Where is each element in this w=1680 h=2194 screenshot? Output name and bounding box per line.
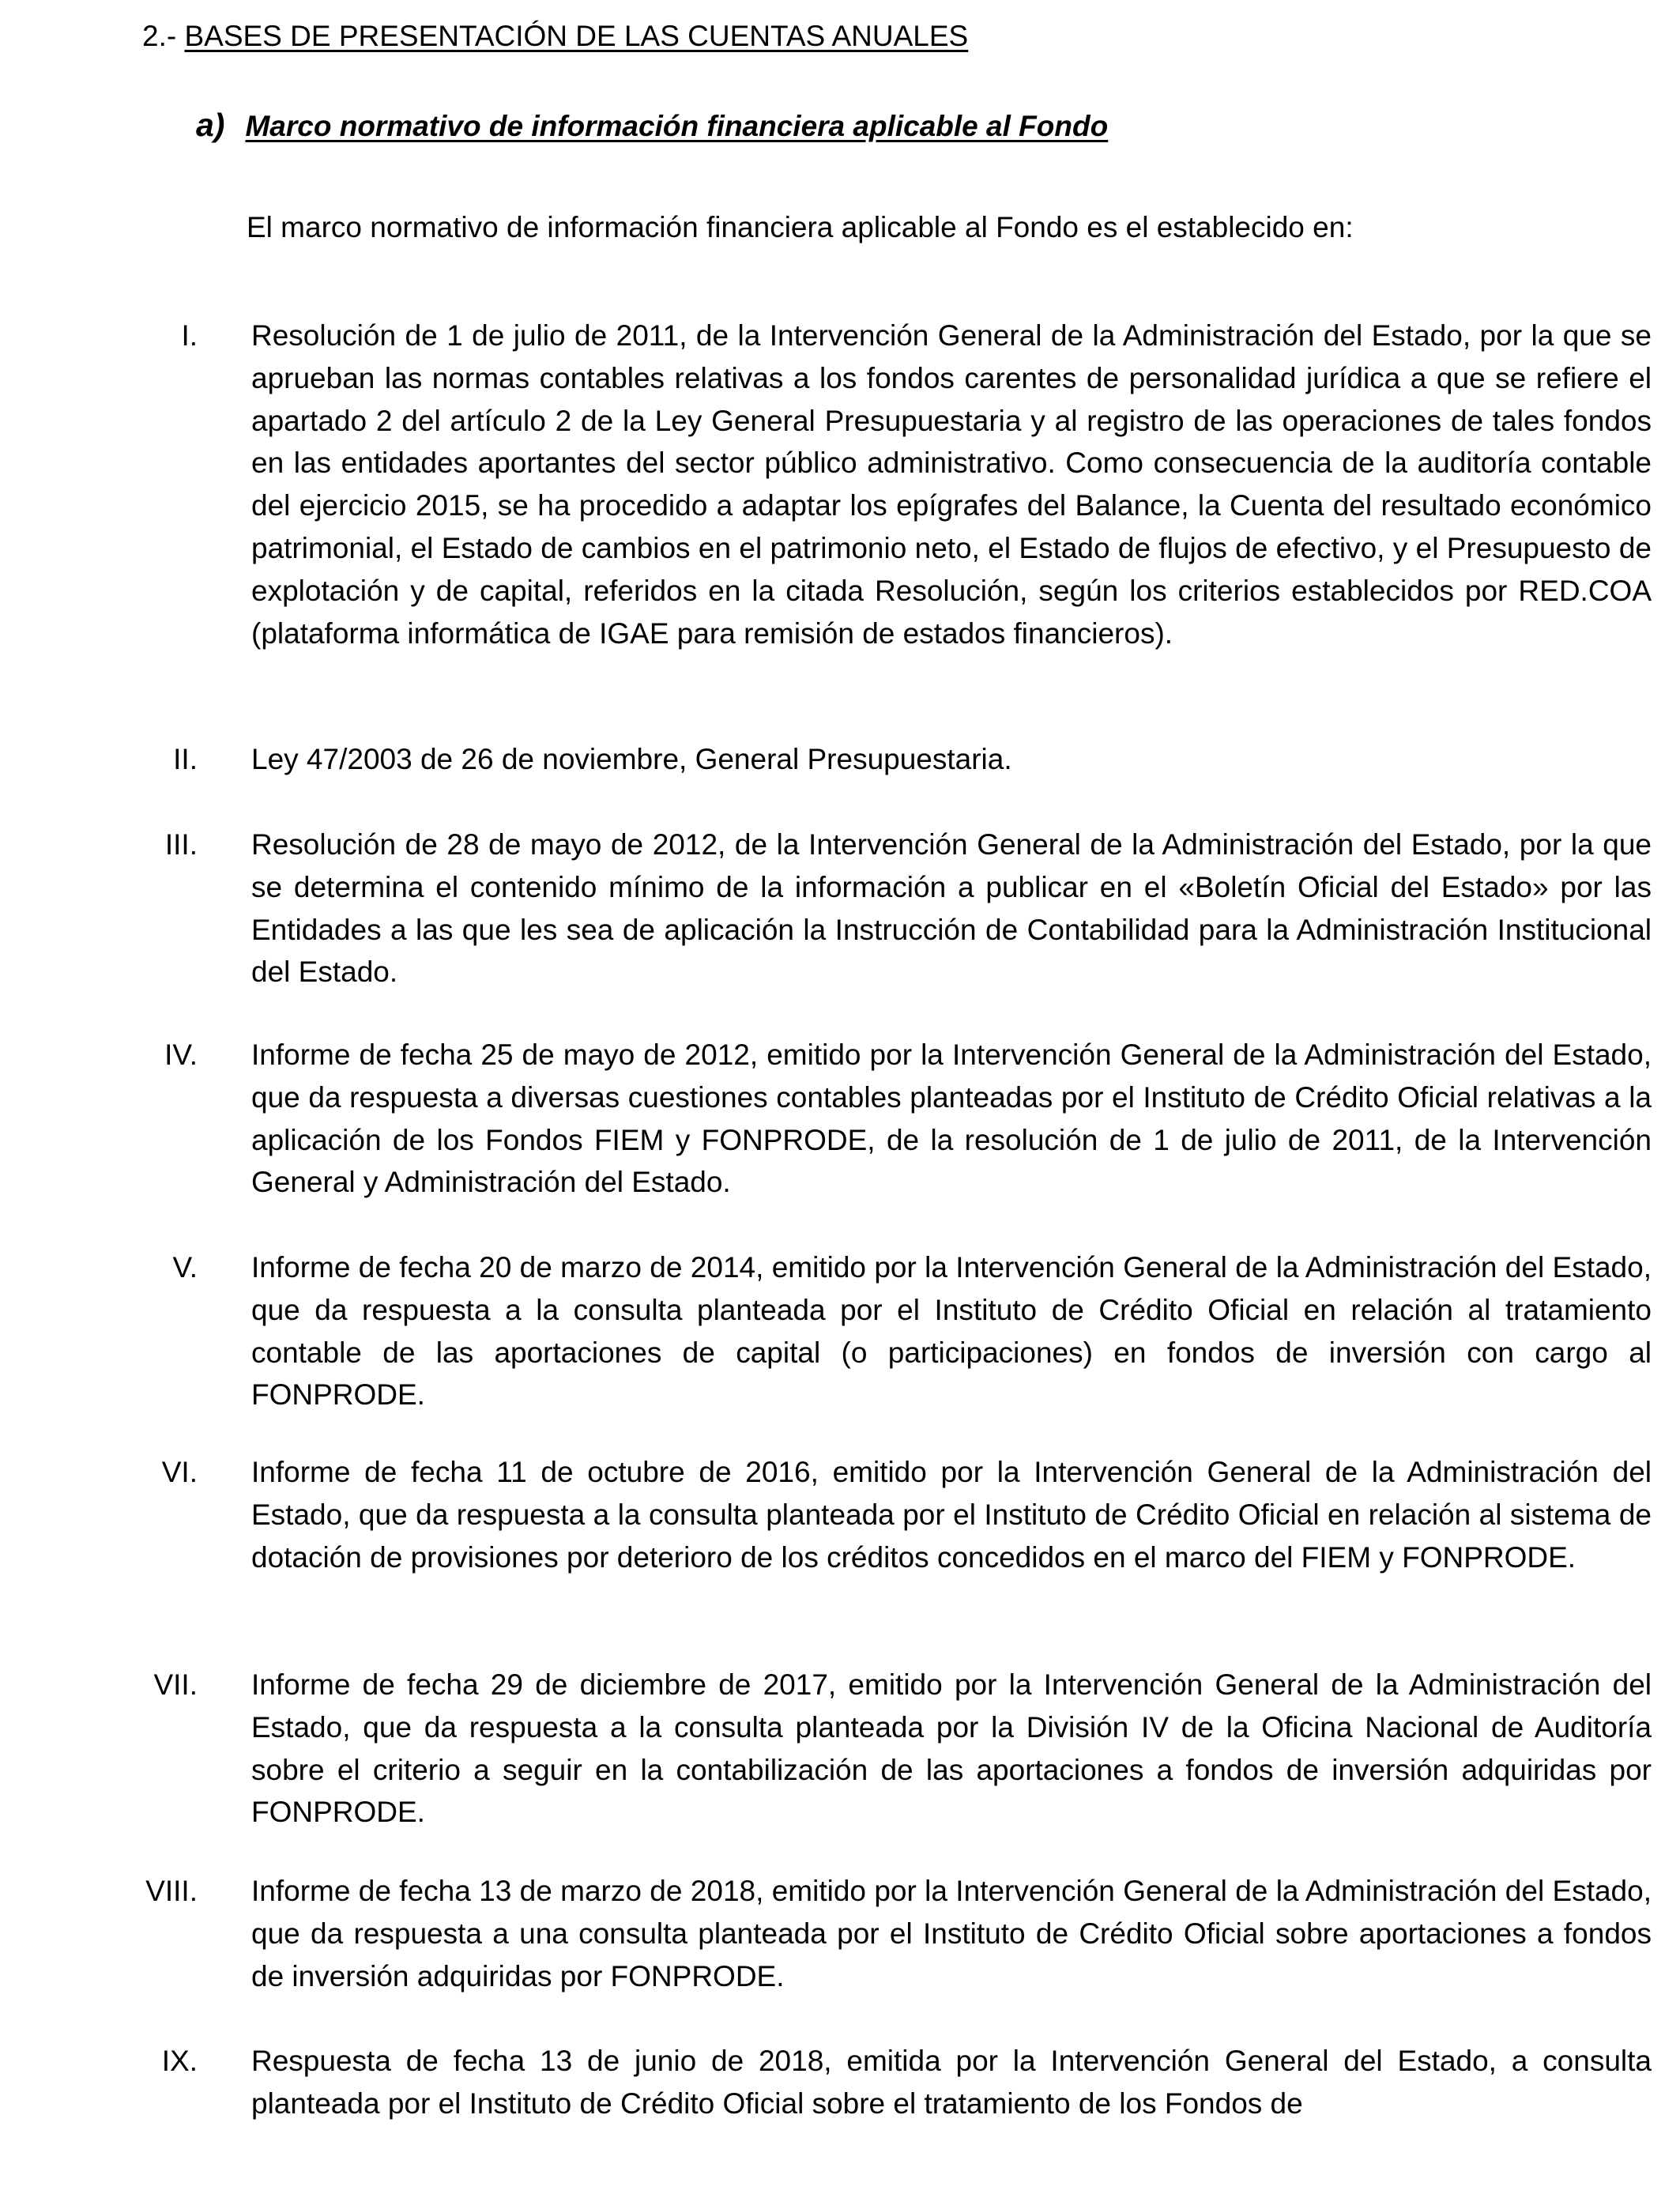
section-number: 2.- <box>142 20 185 52</box>
list-item-number: IV. <box>164 1039 198 1071</box>
list-item-text: Informe de fecha 20 de marzo de 2014, emitido por la Intervención General de la Administración del Estado, que da respuesta a la consulta planteada por el Instituto de Crédito Oficial en relación al tratamiento contable de las aportaciones de capital (o participaciones) en fondos de inversión con cargo al FONPRODE. <box>251 1251 1652 1412</box>
list-item-text: Informe de fecha 29 de diciembre de 2017, emitido por la Intervención General de la Administración del Estado, que da respuesta a la consulta planteada por la División IV de la Oficina Nacional de Auditoría sobre el criterio a seguir en la contabilización de las aportaciones a fondos de inversión adquiridas por FONPRODE. <box>251 1668 1652 1829</box>
list-item-text: Informe de fecha 25 de mayo de 2012, emitido por la Intervención General de la Administración del Estado, que da respuesta a diversas cuestiones contables planteadas por el Instituto de Crédito Oficial relativas a la aplicación de los Fondos FIEM y FONPRODE, de la resolución de 1 de julio de 2011, de la Intervención General y Administración del Estado. <box>251 1039 1652 1199</box>
list-item-text: Informe de fecha 13 de marzo de 2018, emitido por la Intervención General de la Administración del Estado, que da respuesta a una consulta planteada por el Instituto de Crédito Oficial sobre aportaciones a fondos de inversión adquiridas por FONPRODE. <box>251 1875 1652 1992</box>
list-item-text: Resolución de 1 de julio de 2011, de la Intervención General de la Administración del Estado, por la que se aprueban las normas contables relativas a los fondos carentes de personalidad jurídica a que se refiere el apartado 2 del artículo 2 de la Ley General Presupuestaria y al registro de las operaciones de tales fondos en las entidades aportantes del sector público administrativo. Como consecuencia de la auditoría contable del ejercicio 2015, se ha procedido a adaptar los epígrafes del Balance, la Cuenta del resultado económico patrimonial, el Estado de cambios en el patrimonio neto, el Estado de flujos de efectivo, y el Presupuesto de explotación y de capital, referidos en la citada Resolución, según los criterios establecidos por RED.COA (plataforma informática de IGAE para remisión de estados financieros). <box>251 319 1652 650</box>
list-item-number: V. <box>172 1251 198 1284</box>
subsection-heading <box>196 106 1108 145</box>
list-item-number: VIII. <box>145 1875 198 1907</box>
section-title: BASES DE PRESENTACIÓN DE LAS CUENTAS ANUALES <box>184 20 969 52</box>
list-item-text: Respuesta de fecha 13 de junio de 2018, emitida por la Intervención General del Estado, a consulta planteada por el Instituto de Crédito Oficial sobre el tratamiento de los Fondos de <box>251 2045 1652 2120</box>
list-item-text: Resolución de 28 de mayo de 2012, de la Intervención General de la Administración del Estado, por la que se determina el contenido mínimo de la información a publicar en el «Boletín Oficial del Estado» por las Entidades a las que les sea de aplicación la Instrucción de Contabilidad para la Administración Institucional del Estado. <box>251 828 1652 989</box>
intro-paragraph: El marco normativo de información financiera aplicable al Fondo es el establecido en: <box>247 211 1354 243</box>
subsection-marker: a) <box>196 107 225 143</box>
list-item-number: III. <box>164 828 198 861</box>
list-item-number: IX. <box>161 2045 198 2077</box>
list-item-number: VI. <box>161 1456 198 1488</box>
list-item-text: Ley 47/2003 de 26 de noviembre, General Presupuestaria. <box>251 743 1012 775</box>
list-item-number: I. <box>181 319 198 352</box>
list-item-text: Informe de fecha 11 de octubre de 2016, emitido por la Intervención General de la Administración del Estado, que da respuesta a la consulta planteada por el Instituto de Crédito Oficial en relación al sistema de dotación de provisiones por deterioro de los créditos concedidos en el marco del FIEM y FONPRODE. <box>251 1456 1652 1574</box>
list-item-number: VII. <box>153 1668 198 1701</box>
list-item-number: II. <box>173 743 198 775</box>
subsection-title: Marco normativo de información financiera aplicable al Fondo <box>245 110 1109 142</box>
section-heading <box>142 17 968 55</box>
